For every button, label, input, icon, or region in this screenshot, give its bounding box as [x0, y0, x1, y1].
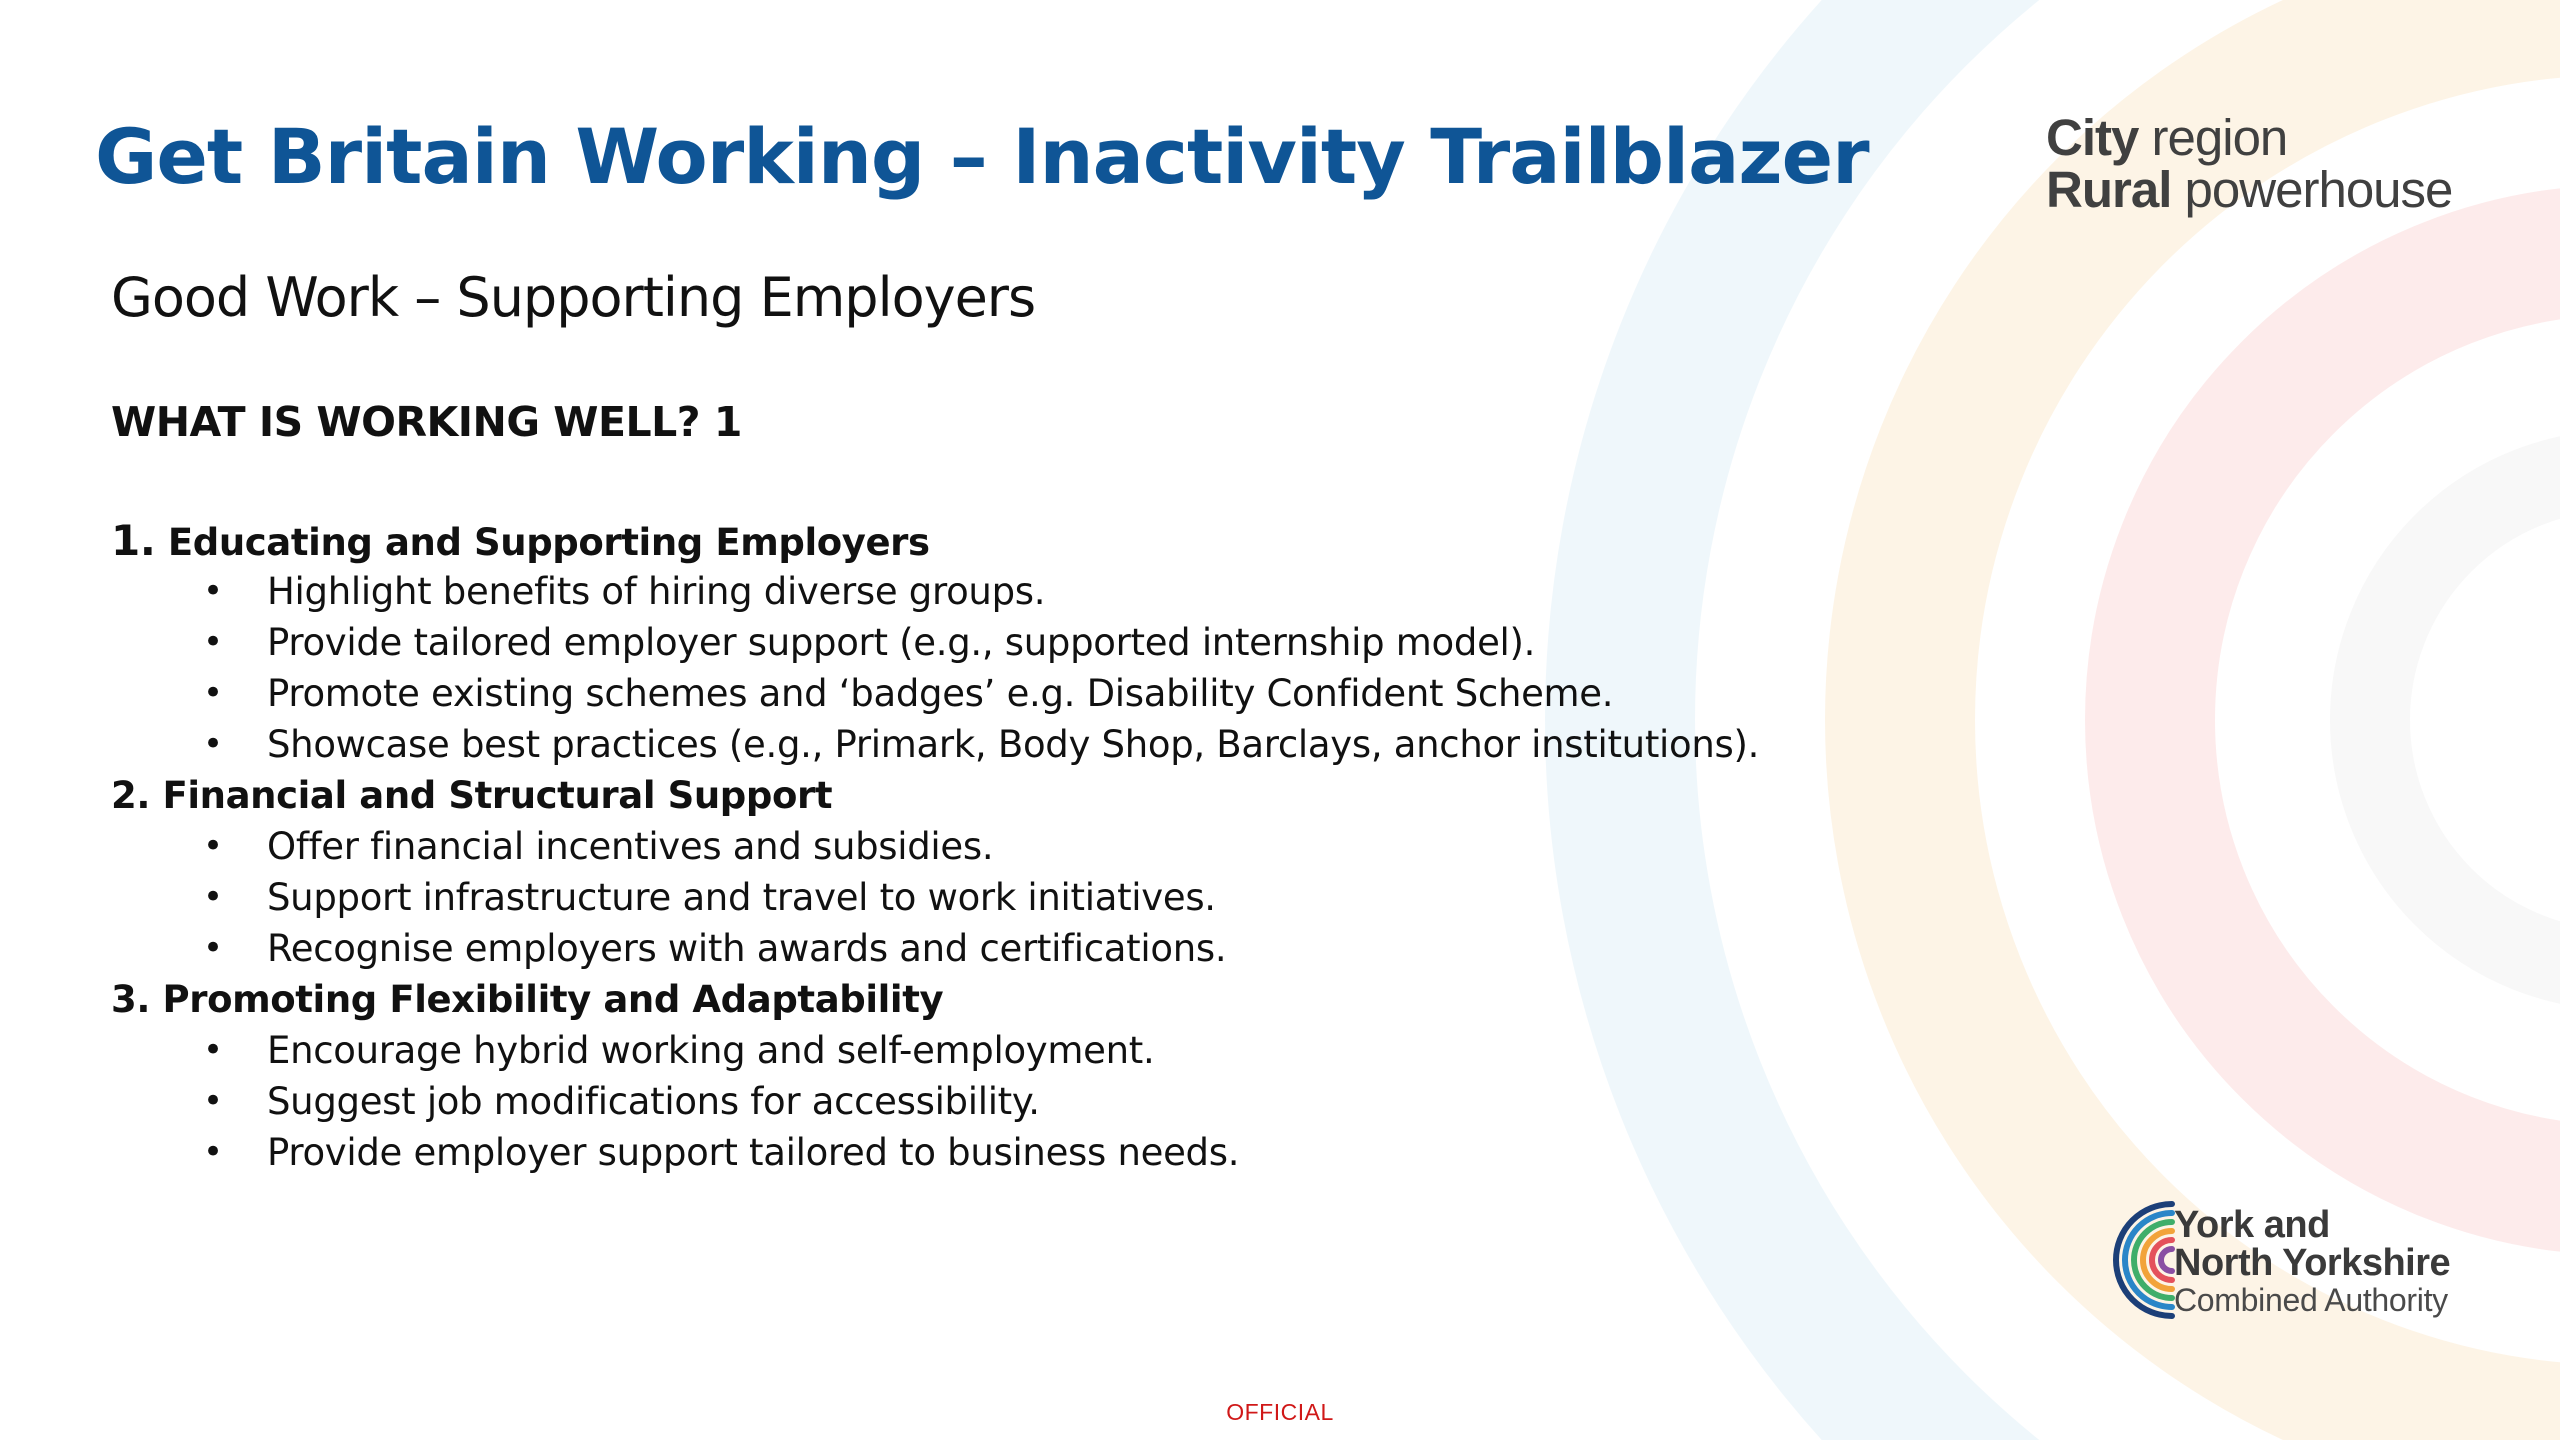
bullet-text: Provide tailored employer support (e.g., supported internship model).	[267, 621, 1536, 664]
group-heading	[111, 515, 1811, 566]
bullet-icon: •	[203, 673, 223, 713]
bullet-icon: •	[203, 826, 223, 866]
bullet-icon: •	[203, 724, 223, 764]
bullet-item	[111, 923, 1811, 974]
group-number: 1.	[111, 516, 156, 565]
logo-text-line-2: North Yorkshire	[2174, 1242, 2451, 1284]
bullet-icon: •	[203, 571, 223, 611]
bullet-item	[111, 872, 1811, 923]
bullet-item	[111, 719, 1811, 770]
group-number: 3.	[111, 978, 151, 1021]
bullet-text: Encourage hybrid working and self-employment.	[267, 1029, 1155, 1072]
bullet-text: Recognise employers with awards and certifications.	[267, 927, 1227, 970]
logo-line-1-light: region	[2151, 109, 2288, 166]
bullet-item	[111, 617, 1811, 668]
bullet-text: Support infrastructure and travel to work initiatives.	[267, 876, 1216, 919]
bullet-item	[111, 1127, 1811, 1178]
group-heading	[111, 974, 1811, 1025]
ring-inner	[2370, 470, 2560, 970]
york-north-yorkshire-logo	[2106, 1198, 2466, 1328]
logo-text-line-3: Combined Authority	[2174, 1282, 2448, 1318]
bullet-text: Promote existing schemes and ‘badges’ e.g. Disability Confident Scheme.	[267, 672, 1614, 715]
logo-line-2-bold: Rural	[2046, 161, 2172, 218]
section-heading: WHAT IS WORKING WELL? 1	[111, 398, 742, 446]
group-1	[111, 515, 1811, 770]
bullet-icon: •	[203, 928, 223, 968]
group-title: Financial and Structural Support	[162, 774, 833, 817]
bullet-list	[111, 566, 1811, 770]
group-3	[111, 974, 1811, 1178]
logo-line-2	[2046, 161, 2453, 218]
group-2	[111, 770, 1811, 974]
content-list	[111, 515, 1811, 1178]
bullet-list	[111, 1025, 1811, 1178]
group-title: Promoting Flexibility and Adaptability	[162, 978, 944, 1021]
bullet-item	[111, 668, 1811, 719]
bullet-item	[111, 1076, 1811, 1127]
bullet-text: Provide employer support tailored to business needs.	[267, 1131, 1240, 1174]
classification-label: OFFICIAL	[1226, 1399, 1334, 1425]
logo-line-1-bold: City	[2046, 109, 2139, 166]
group-number: 2.	[111, 774, 151, 817]
bullet-icon: •	[203, 877, 223, 917]
bullet-text: Offer financial incentives and subsidies.	[267, 825, 994, 868]
bullet-item	[111, 1025, 1811, 1076]
bullet-text: Showcase best practices (e.g., Primark, Body Shop, Barclays, anchor institutions).	[267, 723, 1760, 766]
city-region-rural-powerhouse-logo	[2046, 109, 2453, 218]
bullet-icon: •	[203, 1030, 223, 1070]
bullet-item	[111, 821, 1811, 872]
group-heading	[111, 770, 1811, 821]
bullet-icon: •	[203, 1081, 223, 1121]
slide-subtitle: Good Work – Supporting Employers	[111, 266, 1036, 329]
logo-line-1	[2046, 109, 2452, 166]
bullet-text: Suggest job modifications for accessibility.	[267, 1080, 1040, 1123]
group-title: Educating and Supporting Employers	[167, 521, 930, 564]
logo-text-line-1: York and	[2174, 1204, 2330, 1246]
logo-text	[2174, 1206, 2450, 1318]
bullet-item	[111, 566, 1811, 617]
logo-line-2-light: powerhouse	[2184, 161, 2453, 218]
bullet-icon: •	[203, 622, 223, 662]
bullet-text: Highlight benefits of hiring diverse groups.	[267, 570, 1046, 613]
bullet-icon: •	[203, 1132, 223, 1172]
slide-title: Get Britain Working – Inactivity Trailblazer	[95, 112, 1869, 201]
bullet-list	[111, 821, 1811, 974]
